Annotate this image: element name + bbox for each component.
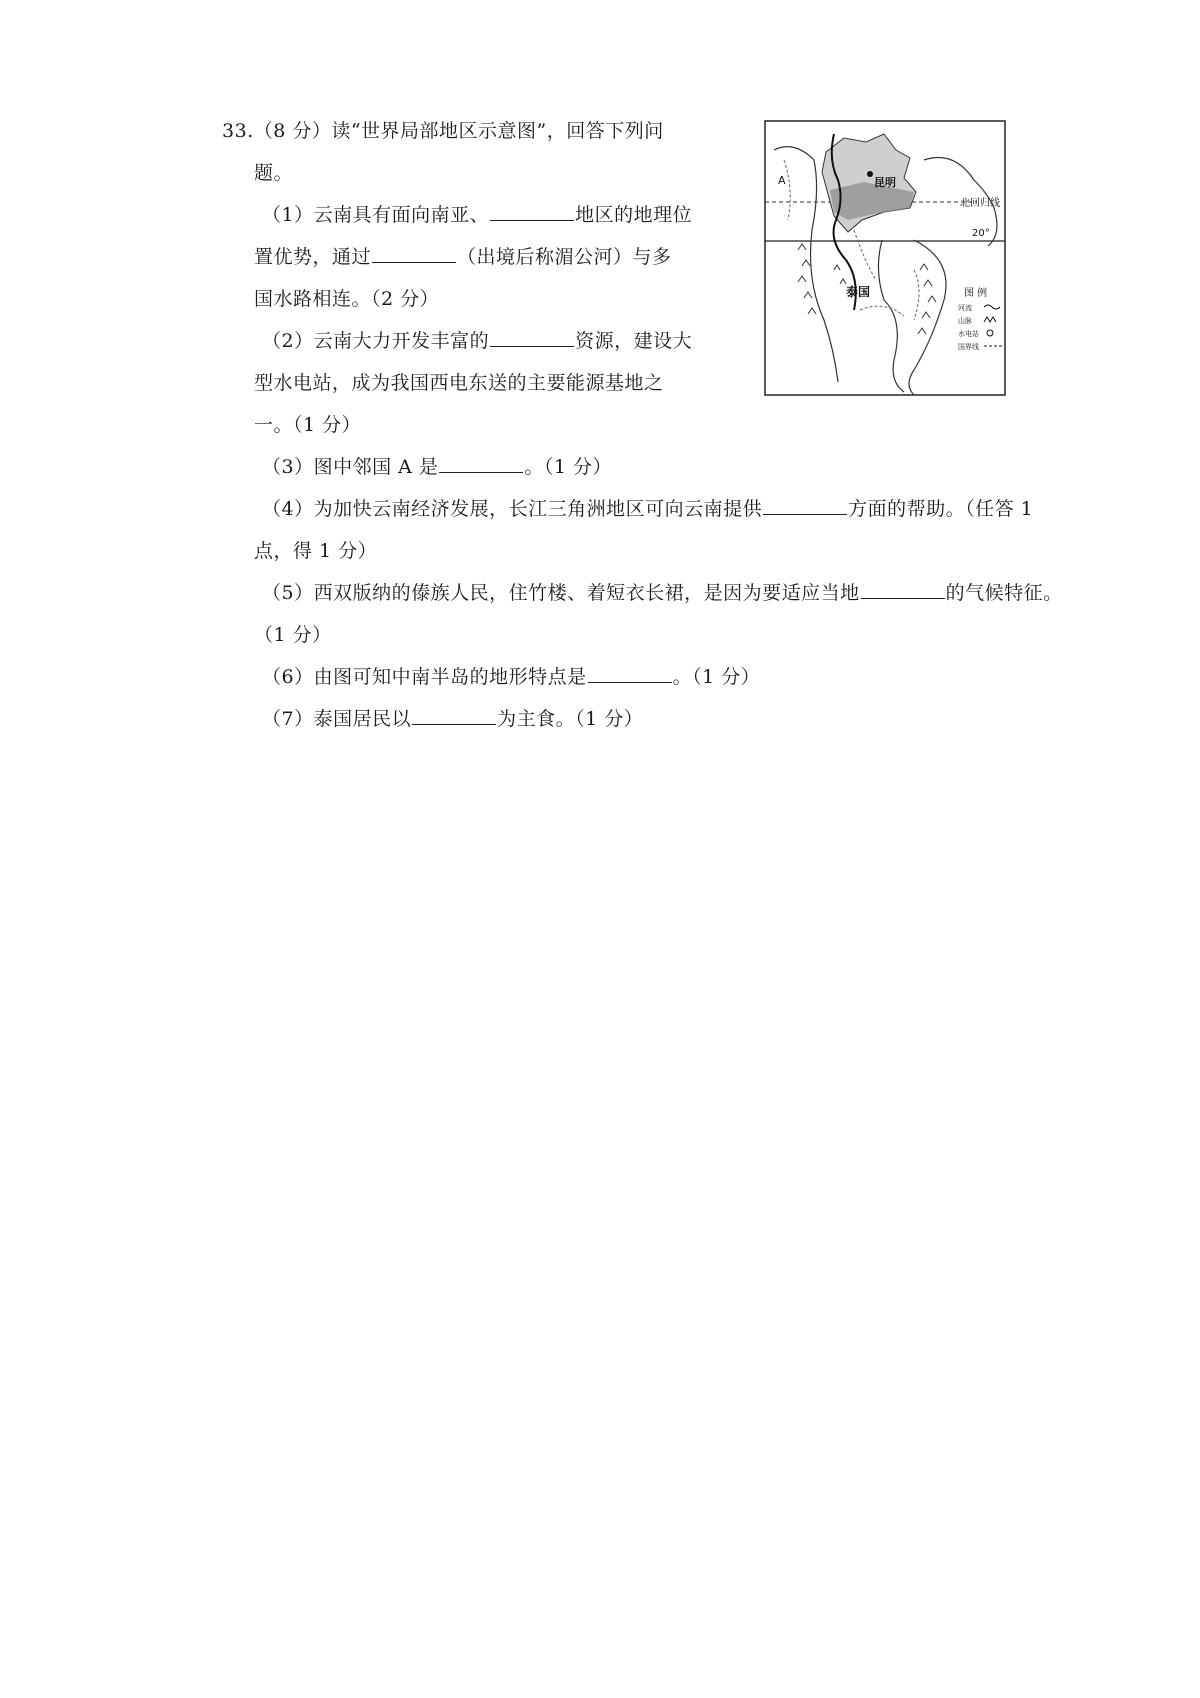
part-2-line-3: 一。（1 分）	[254, 414, 362, 436]
part-1-line-1: （1）云南具有面向南亚、 地区的地理位	[262, 204, 693, 226]
question-stem-line-1	[222, 118, 664, 144]
part-7-line: （7）泰国居民以 为主食。（1 分）	[262, 708, 644, 730]
svg-text:水电站: 水电站	[958, 330, 979, 338]
answer-blank[interactable]	[412, 706, 496, 725]
part-2-line-1: （2）云南大力开发丰富的 资源，建设大	[262, 330, 693, 352]
answer-blank[interactable]	[588, 664, 672, 683]
regional-map	[764, 120, 1006, 396]
part-2-line-2: 型水电站，成为我国西电东送的主要能源基地之	[254, 372, 664, 394]
part-5-line-2: （1 分）	[254, 624, 332, 646]
question-stem-line-2: 题。	[254, 162, 294, 184]
label-tropic-of-cancer: 北回归线	[960, 198, 1000, 209]
part-3-line: （3）图中邻国 A 是 。（1 分）	[262, 456, 613, 478]
label-kunming: 昆明	[874, 176, 896, 189]
part-4-line-1: （4）为加快云南经济发展，长江三角洲地区可向云南提供 方面的帮助。（任答 1	[262, 498, 1034, 520]
answer-blank[interactable]	[763, 496, 847, 515]
answer-blank[interactable]	[490, 328, 574, 347]
answer-blank[interactable]	[490, 202, 574, 221]
question-number: 33.	[222, 120, 254, 142]
svg-text:国界线: 国界线	[958, 343, 979, 351]
part-1-line-3: 国水路相连。（2 分）	[254, 288, 440, 310]
answer-blank[interactable]	[439, 454, 523, 473]
answer-blank[interactable]	[372, 244, 456, 263]
svg-text:山脉: 山脉	[958, 317, 972, 325]
label-20-degrees: 20°	[972, 228, 990, 239]
part-1-line-2: 置优势，通过 （出境后称湄公河）与多	[254, 246, 672, 268]
label-a: A	[778, 174, 786, 187]
kunming-dot	[867, 171, 873, 177]
part-5-line-1: （5）西双版纳的傣族人民，住竹楼、着短衣长裙，是因为要适应当地 的气候特征。	[262, 582, 1063, 604]
part-6-line: （6）由图可知中南半岛的地形特点是 。（1 分）	[262, 666, 761, 688]
question-stem: （8 分）读“世界局部地区示意图”，回答下列问	[253, 120, 664, 142]
svg-text:图 例: 图 例	[964, 288, 988, 299]
label-thailand: 泰国	[846, 285, 871, 299]
part-4-line-2: 点，得 1 分）	[254, 540, 378, 562]
svg-text:河流: 河流	[958, 304, 972, 312]
answer-blank[interactable]	[861, 580, 945, 599]
